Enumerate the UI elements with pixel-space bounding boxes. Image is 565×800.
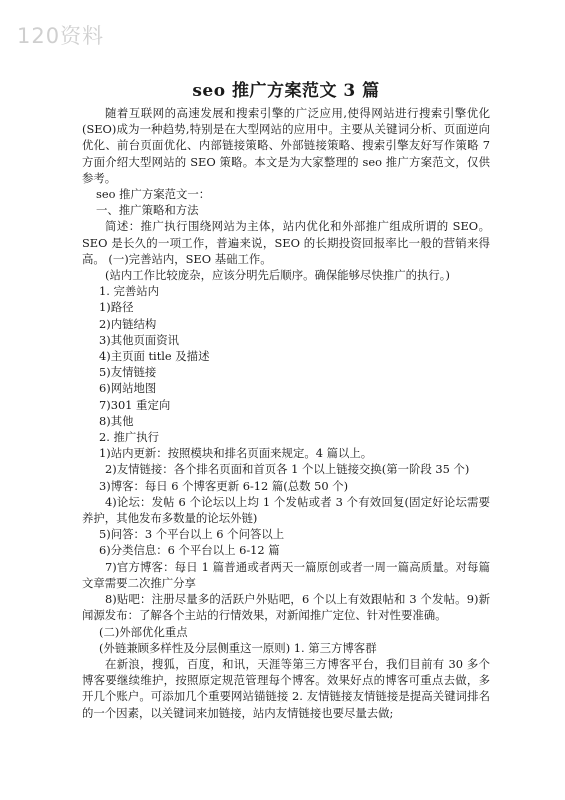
paragraph: 8)其他: [99, 413, 134, 428]
paragraph: 在新浪，搜狐，百度，和讯，天涯等第三方博客平台，我们目前有 30 多个博客要继续维护，按照原定规范管理每个博客。效果好点的博客可重点去做，多开几个账户。可添加几个重要网站锚链接 2. 友情链接友情链接是提高关键词排名的一个因素，以关键词来加链接，站内友情链接也要尽量去做;: [82, 656, 490, 720]
paragraph: 1. 完善站内: [99, 284, 160, 299]
paragraph: 2. 推广执行: [99, 430, 160, 445]
paragraph: 4)论坛：发帖 6 个论坛以上均 1 个发帖或者 3 个有效回复(固定好论坛需要养护，其他发布多数量的论坛外链): [82, 494, 490, 526]
paragraph: 7)官方博客：每日 1 篇普通或者两天一篇原创或者一周一篇高质量。对每篇文章需要二次推广分享: [82, 559, 490, 590]
paragraph: 8)贴吧：注册尽量多的活跃户外贴吧，6 个以上有效跟帖和 3 个发帖。9)新闻源发布：了解各个主站的行情效果，对新闻推广定位、针对性要准确。: [82, 592, 490, 623]
paragraph: 6)网站地图: [99, 381, 157, 396]
paragraph: 1)站内更新：按照模块和排名页面来规定。4 篇以上。: [99, 446, 373, 461]
document-body: [82, 76, 490, 721]
paragraph: 2)友情链接：各个排名页面和首页各 1 个以上链接交换(第一阶段 35 个): [105, 462, 470, 477]
paragraph: 1)路径: [99, 300, 134, 315]
paragraph: seo 推广方案范文一：: [96, 187, 211, 202]
paragraph-list: [82, 105, 490, 721]
paragraph: (二)外部优化重点: [99, 624, 188, 639]
paragraph: 简述：推广执行围绕网站为主体，站内优化和外部推广组成所谓的 SEO。SEO 是长久的一项工作，普遍来说，SEO 的长期投资回报率比一般的营销来得高。 (一)完善站内，SEO 基础工作。: [82, 219, 490, 266]
watermark: 120资料: [17, 24, 105, 48]
paragraph: 一、推广策略和方法: [96, 203, 199, 218]
paragraph: 5)友情链接: [99, 365, 157, 380]
paragraph: 4)主页面 title 及描述: [99, 349, 210, 364]
paragraph: (站内工作比较庞杂，应该分明先后顺序。确保能够尽快推广的执行。): [105, 268, 450, 283]
paragraph: 5)问答：3 个平台以上 6 个问答以上: [99, 527, 285, 542]
paragraph: 2)内链结构: [99, 316, 157, 331]
paragraph: (外链兼顾多样性及分层侧重这一原则) 1. 第三方博客群: [99, 640, 377, 655]
paragraph: 7)301 重定向: [99, 397, 171, 412]
paragraph: 3)博客：每日 6 个博客更新 6-12 篇(总数 50 个): [99, 478, 349, 493]
document-title: seo 推广方案范文 3 篇: [192, 81, 380, 101]
paragraph: 随着互联网的高速发展和搜索引擎的广泛应用,使得网站进行搜索引擎优化(SEO)成为一种趋势,特别是在大型网站的应用中。主要从关键词分析、页面逆向优化、前台页面优化、内部链接策略、外部链接策略、搜索引擎友好写作策略 7 方面介绍大型网站的 SEO 策略。本文是为大家整理的 seo 推广方案范文，仅供参考。: [82, 106, 490, 185]
paragraph: 3)其他页面资讯: [99, 332, 180, 347]
paragraph: 6)分类信息：6 个平台以上 6-12 篇: [99, 543, 280, 558]
